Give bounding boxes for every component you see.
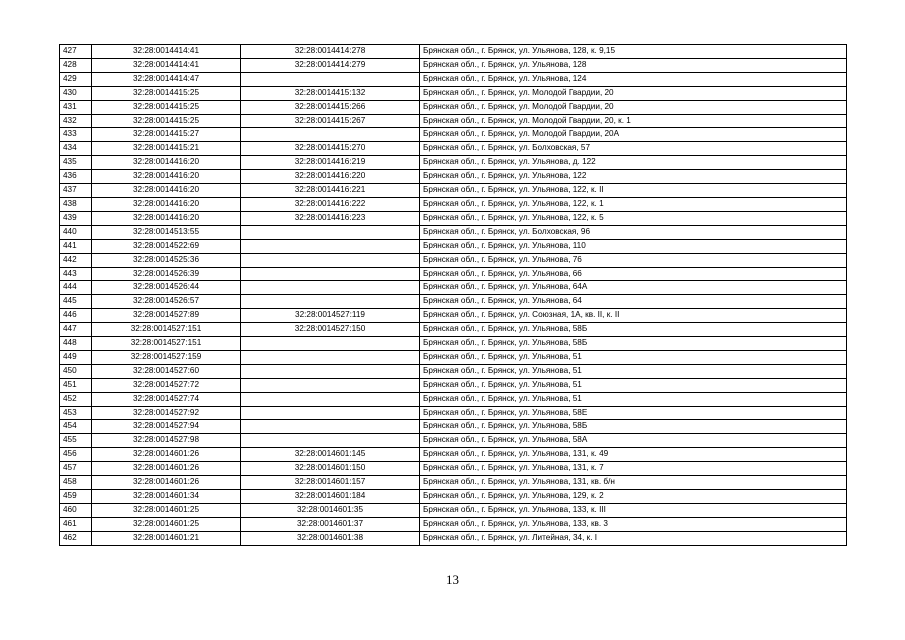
table-row	[60, 86, 847, 100]
address-cell: Брянская обл., г. Брянск, ул. Болховская, 96	[420, 225, 847, 239]
row-number-cell: 452	[60, 392, 92, 406]
table-row	[60, 378, 847, 392]
object-number-cell	[241, 378, 420, 392]
row-number-cell: 459	[60, 490, 92, 504]
address-cell: Брянская обл., г. Брянск, ул. Ульянова, 129, к. 2	[420, 490, 847, 504]
object-number-cell	[241, 128, 420, 142]
address-cell: Брянская обл., г. Брянск, ул. Ульянова, 110	[420, 239, 847, 253]
cadastral-number-cell: 32:28:0014416:20	[92, 156, 241, 170]
cadastral-number-cell: 32:28:0014601:26	[92, 448, 241, 462]
address-cell: Брянская обл., г. Брянск, ул. Литейная, 34, к. I	[420, 531, 847, 545]
address-cell: Брянская обл., г. Брянск, ул. Ульянова, 133, кв. 3	[420, 517, 847, 531]
address-cell: Брянская обл., г. Брянск, ул. Молодой Гвардии, 20, к. 1	[420, 114, 847, 128]
row-number-cell: 449	[60, 350, 92, 364]
table-row	[60, 45, 847, 59]
object-number-cell: 32:28:0014601:38	[241, 531, 420, 545]
object-number-cell: 32:28:0014601:35	[241, 503, 420, 517]
object-number-cell: 32:28:0014416:222	[241, 197, 420, 211]
address-cell: Брянская обл., г. Брянск, ул. Ульянова, 131, к. 7	[420, 462, 847, 476]
cadastral-number-cell: 32:28:0014522:69	[92, 239, 241, 253]
object-number-cell: 32:28:0014601:184	[241, 490, 420, 504]
object-number-cell: 32:28:0014416:220	[241, 170, 420, 184]
row-number-cell: 455	[60, 434, 92, 448]
address-cell: Брянская обл., г. Брянск, ул. Ульянова, 51	[420, 392, 847, 406]
cadastral-number-cell: 32:28:0014601:25	[92, 503, 241, 517]
object-number-cell	[241, 72, 420, 86]
address-cell: Брянская обл., г. Брянск, ул. Болховская, 57	[420, 142, 847, 156]
address-cell: Брянская обл., г. Брянск, ул. Ульянова, 128, к. 9,15	[420, 45, 847, 59]
row-number-cell: 441	[60, 239, 92, 253]
row-number-cell: 453	[60, 406, 92, 420]
cadastral-number-cell: 32:28:0014526:57	[92, 295, 241, 309]
table-row	[60, 490, 847, 504]
table-row	[60, 531, 847, 545]
cadastral-number-cell: 32:28:0014415:25	[92, 86, 241, 100]
object-number-cell	[241, 337, 420, 351]
object-number-cell: 32:28:0014416:219	[241, 156, 420, 170]
table-row	[60, 364, 847, 378]
object-number-cell: 32:28:0014415:266	[241, 100, 420, 114]
cadastral-number-cell: 32:28:0014601:26	[92, 462, 241, 476]
object-number-cell: 32:28:0014416:223	[241, 211, 420, 225]
object-number-cell: 32:28:0014415:132	[241, 86, 420, 100]
row-number-cell: 446	[60, 309, 92, 323]
table-row	[60, 58, 847, 72]
row-number-cell: 458	[60, 476, 92, 490]
registry-table	[59, 44, 847, 546]
row-number-cell: 456	[60, 448, 92, 462]
object-number-cell	[241, 253, 420, 267]
table-row	[60, 225, 847, 239]
object-number-cell	[241, 295, 420, 309]
object-number-cell	[241, 267, 420, 281]
row-number-cell: 439	[60, 211, 92, 225]
object-number-cell: 32:28:0014527:119	[241, 309, 420, 323]
cadastral-number-cell: 32:28:0014416:20	[92, 184, 241, 198]
table-row	[60, 392, 847, 406]
object-number-cell	[241, 434, 420, 448]
row-number-cell: 432	[60, 114, 92, 128]
object-number-cell	[241, 406, 420, 420]
table-row	[60, 239, 847, 253]
address-cell: Брянская обл., г. Брянск, ул. Ульянова, 51	[420, 378, 847, 392]
object-number-cell: 32:28:0014601:157	[241, 476, 420, 490]
address-cell: Брянская обл., г. Брянск, ул. Молодой Гвардии, 20	[420, 86, 847, 100]
object-number-cell	[241, 281, 420, 295]
cadastral-number-cell: 32:28:0014601:21	[92, 531, 241, 545]
row-number-cell: 431	[60, 100, 92, 114]
address-cell: Брянская обл., г. Брянск, ул. Ульянова, 131, кв. б/н	[420, 476, 847, 490]
table-row	[60, 267, 847, 281]
table-row	[60, 503, 847, 517]
row-number-cell: 444	[60, 281, 92, 295]
row-number-cell: 448	[60, 337, 92, 351]
table-row	[60, 156, 847, 170]
table-row	[60, 197, 847, 211]
cadastral-number-cell: 32:28:0014527:151	[92, 323, 241, 337]
table-row	[60, 406, 847, 420]
table-row	[60, 434, 847, 448]
cadastral-number-cell: 32:28:0014416:20	[92, 211, 241, 225]
row-number-cell: 436	[60, 170, 92, 184]
row-number-cell: 428	[60, 58, 92, 72]
address-cell: Брянская обл., г. Брянск, ул. Ульянова, 51	[420, 364, 847, 378]
address-cell: Брянская обл., г. Брянск, ул. Ульянова, д. 122	[420, 156, 847, 170]
address-cell: Брянская обл., г. Брянск, ул. Ульянова, 122, к. 5	[420, 211, 847, 225]
address-cell: Брянская обл., г. Брянск, ул. Ульянова, 66	[420, 267, 847, 281]
table-row	[60, 337, 847, 351]
row-number-cell: 440	[60, 225, 92, 239]
address-cell: Брянская обл., г. Брянск, ул. Ульянова, 124	[420, 72, 847, 86]
address-cell: Брянская обл., г. Брянск, ул. Молодой Гвардии, 20А	[420, 128, 847, 142]
row-number-cell: 461	[60, 517, 92, 531]
table-row	[60, 462, 847, 476]
row-number-cell: 460	[60, 503, 92, 517]
table-row	[60, 142, 847, 156]
address-cell: Брянская обл., г. Брянск, ул. Ульянова, 122	[420, 170, 847, 184]
object-number-cell	[241, 350, 420, 364]
cadastral-number-cell: 32:28:0014527:159	[92, 350, 241, 364]
cadastral-number-cell: 32:28:0014527:89	[92, 309, 241, 323]
row-number-cell: 450	[60, 364, 92, 378]
row-number-cell: 430	[60, 86, 92, 100]
address-cell: Брянская обл., г. Брянск, ул. Ульянова, 58Б	[420, 337, 847, 351]
cadastral-number-cell: 32:28:0014415:25	[92, 114, 241, 128]
cadastral-number-cell: 32:28:0014527:98	[92, 434, 241, 448]
row-number-cell: 462	[60, 531, 92, 545]
row-number-cell: 429	[60, 72, 92, 86]
object-number-cell: 32:28:0014415:270	[241, 142, 420, 156]
row-number-cell: 442	[60, 253, 92, 267]
object-number-cell	[241, 420, 420, 434]
table-row	[60, 170, 847, 184]
address-cell: Брянская обл., г. Брянск, ул. Ульянова, 64А	[420, 281, 847, 295]
row-number-cell: 454	[60, 420, 92, 434]
page-number: 13	[446, 572, 459, 587]
table-row	[60, 323, 847, 337]
cadastral-number-cell: 32:28:0014416:20	[92, 170, 241, 184]
cadastral-number-cell: 32:28:0014601:34	[92, 490, 241, 504]
object-number-cell: 32:28:0014601:37	[241, 517, 420, 531]
row-number-cell: 434	[60, 142, 92, 156]
address-cell: Брянская обл., г. Брянск, ул. Ульянова, 58Б	[420, 323, 847, 337]
address-cell: Брянская обл., г. Брянск, ул. Ульянова, 76	[420, 253, 847, 267]
row-number-cell: 433	[60, 128, 92, 142]
cadastral-number-cell: 32:28:0014415:25	[92, 100, 241, 114]
table-row	[60, 295, 847, 309]
table-row	[60, 309, 847, 323]
cadastral-number-cell: 32:28:0014416:20	[92, 197, 241, 211]
table-row	[60, 350, 847, 364]
row-number-cell: 437	[60, 184, 92, 198]
table-row	[60, 114, 847, 128]
table-row	[60, 281, 847, 295]
cadastral-number-cell: 32:28:0014527:151	[92, 337, 241, 351]
address-cell: Брянская обл., г. Брянск, ул. Ульянова, 51	[420, 350, 847, 364]
cadastral-number-cell: 32:28:0014414:41	[92, 58, 241, 72]
object-number-cell	[241, 392, 420, 406]
object-number-cell	[241, 364, 420, 378]
cadastral-number-cell: 32:28:0014601:26	[92, 476, 241, 490]
object-number-cell: 32:28:0014414:278	[241, 45, 420, 59]
object-number-cell: 32:28:0014601:150	[241, 462, 420, 476]
object-number-cell: 32:28:0014414:279	[241, 58, 420, 72]
cadastral-number-cell: 32:28:0014414:47	[92, 72, 241, 86]
table-row	[60, 128, 847, 142]
table-row	[60, 253, 847, 267]
cadastral-number-cell: 32:28:0014527:92	[92, 406, 241, 420]
cadastral-number-cell: 32:28:0014513:55	[92, 225, 241, 239]
row-number-cell: 447	[60, 323, 92, 337]
address-cell: Брянская обл., г. Брянск, ул. Ульянова, 58А	[420, 434, 847, 448]
address-cell: Брянская обл., г. Брянск, ул. Ульянова, 58Б	[420, 420, 847, 434]
object-number-cell: 32:28:0014416:221	[241, 184, 420, 198]
address-cell: Брянская обл., г. Брянск, ул. Ульянова, 58Е	[420, 406, 847, 420]
table-row	[60, 448, 847, 462]
table-row	[60, 211, 847, 225]
table-row	[60, 184, 847, 198]
table-row	[60, 100, 847, 114]
cadastral-number-cell: 32:28:0014601:25	[92, 517, 241, 531]
cadastral-number-cell: 32:28:0014527:60	[92, 364, 241, 378]
address-cell: Брянская обл., г. Брянск, ул. Ульянова, 122, к. II	[420, 184, 847, 198]
cadastral-number-cell: 32:28:0014527:74	[92, 392, 241, 406]
address-cell: Брянская обл., г. Брянск, ул. Молодой Гвардии, 20	[420, 100, 847, 114]
cadastral-number-cell: 32:28:0014526:39	[92, 267, 241, 281]
address-cell: Брянская обл., г. Брянск, ул. Союзная, 1А, кв. II, к. II	[420, 309, 847, 323]
table-row	[60, 517, 847, 531]
cadastral-number-cell: 32:28:0014526:44	[92, 281, 241, 295]
address-cell: Брянская обл., г. Брянск, ул. Ульянова, 64	[420, 295, 847, 309]
object-number-cell	[241, 225, 420, 239]
cadastral-number-cell: 32:28:0014527:94	[92, 420, 241, 434]
registry-table-body	[60, 45, 847, 546]
table-row	[60, 476, 847, 490]
row-number-cell: 427	[60, 45, 92, 59]
cadastral-number-cell: 32:28:0014525:36	[92, 253, 241, 267]
row-number-cell: 435	[60, 156, 92, 170]
cadastral-number-cell: 32:28:0014415:27	[92, 128, 241, 142]
cadastral-number-cell: 32:28:0014415:21	[92, 142, 241, 156]
address-cell: Брянская обл., г. Брянск, ул. Ульянова, 122, к. 1	[420, 197, 847, 211]
row-number-cell: 445	[60, 295, 92, 309]
row-number-cell: 438	[60, 197, 92, 211]
address-cell: Брянская обл., г. Брянск, ул. Ульянова, 133, к. III	[420, 503, 847, 517]
object-number-cell: 32:28:0014601:145	[241, 448, 420, 462]
object-number-cell: 32:28:0014527:150	[241, 323, 420, 337]
object-number-cell	[241, 239, 420, 253]
table-row	[60, 420, 847, 434]
row-number-cell: 443	[60, 267, 92, 281]
row-number-cell: 457	[60, 462, 92, 476]
table-row	[60, 72, 847, 86]
object-number-cell: 32:28:0014415:267	[241, 114, 420, 128]
row-number-cell: 451	[60, 378, 92, 392]
cadastral-number-cell: 32:28:0014527:72	[92, 378, 241, 392]
address-cell: Брянская обл., г. Брянск, ул. Ульянова, 128	[420, 58, 847, 72]
cadastral-number-cell: 32:28:0014414:41	[92, 45, 241, 59]
address-cell: Брянская обл., г. Брянск, ул. Ульянова, 131, к. 49	[420, 448, 847, 462]
